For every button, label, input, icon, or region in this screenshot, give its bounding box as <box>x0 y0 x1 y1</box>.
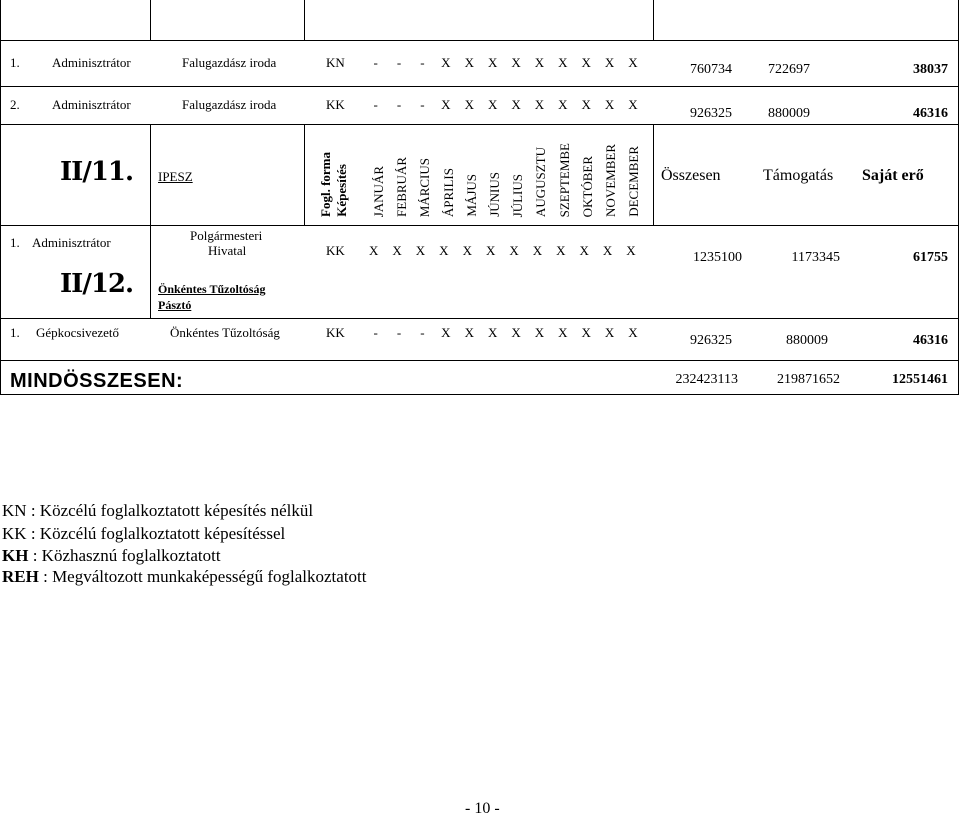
month-mark: X <box>511 97 521 112</box>
header-support: Támogatás <box>763 167 834 184</box>
header-month: MÁRCIUS <box>417 157 433 217</box>
month-mark: X <box>558 55 568 70</box>
column-divider <box>304 124 305 225</box>
column-divider <box>0 0 1 395</box>
total-cell: 760734 <box>690 62 732 77</box>
organization-name-line2: Pásztó <box>158 298 192 312</box>
month-mark: X <box>602 243 613 258</box>
month-mark: X <box>534 55 545 70</box>
month-mark: X <box>487 55 498 70</box>
month-marks <box>364 326 645 339</box>
own-cell: 46316 <box>913 333 948 348</box>
month-mark: X <box>558 325 568 340</box>
header-month: JÚLIUS <box>510 173 526 217</box>
month-mark: X <box>369 243 379 258</box>
employment-type-cell: KK <box>326 325 345 340</box>
header-month: NOVEMBER <box>603 144 618 217</box>
month-mark: X <box>464 55 474 70</box>
support-cell: 722697 <box>768 62 810 77</box>
location-line2: Hivatal <box>208 243 247 258</box>
grand-total-support: 219871652 <box>777 372 840 387</box>
section-number: II/11. <box>60 157 134 187</box>
legend-code: KN <box>2 501 27 520</box>
month-mark: X <box>532 243 543 258</box>
row-divider <box>0 394 959 395</box>
support-cell: 1173345 <box>791 250 840 265</box>
month-mark: X <box>628 97 638 112</box>
grand-total-label: MINDÖSSZESEN: <box>10 370 184 392</box>
month-mark: X <box>487 325 498 340</box>
month-mark: - <box>420 55 425 70</box>
row-number: 1. <box>10 325 20 340</box>
own-cell: 61755 <box>913 250 948 265</box>
row-number: 1. <box>10 55 20 70</box>
month-mark: - <box>373 55 378 70</box>
header-month: JÚNIUS <box>487 172 502 217</box>
page-number: - 10 - <box>465 800 500 817</box>
header-total: Összesen <box>661 167 721 184</box>
employment-type-cell: KN <box>326 55 345 70</box>
month-mark: X <box>579 243 589 258</box>
header-month: OKTÓBER <box>579 155 595 217</box>
total-cell: 926325 <box>690 106 732 121</box>
column-divider <box>304 0 305 40</box>
row-divider <box>0 124 959 125</box>
location-cell: Falugazdász iroda <box>182 97 277 112</box>
grand-total-total: 232423113 <box>675 372 738 387</box>
row-divider <box>0 360 959 361</box>
position-cell: Adminisztrátor <box>52 97 131 112</box>
month-mark: X <box>556 243 566 258</box>
section-number: II/12. <box>60 269 134 299</box>
month-mark: - <box>396 325 402 340</box>
month-mark: - <box>373 325 378 340</box>
month-mark: X <box>392 243 402 258</box>
legend-text: : Megváltozott munkaképességű foglalkoztatott <box>38 567 367 586</box>
position-cell: Adminisztrátor <box>32 235 111 250</box>
month-mark: X <box>441 55 451 70</box>
month-mark: X <box>441 97 451 112</box>
month-mark: X <box>604 97 615 112</box>
month-mark: X <box>511 325 521 340</box>
month-mark: X <box>534 325 545 340</box>
own-cell: 38037 <box>913 62 948 77</box>
month-marks <box>362 244 643 257</box>
month-mark: - <box>396 55 402 70</box>
legend-text: : Közcélú foglalkoztatott képesítés nélkül <box>26 501 314 520</box>
employment-type-cell: KK <box>326 243 345 258</box>
position-cell: Adminisztrátor <box>52 55 131 70</box>
legend-item <box>2 568 366 585</box>
support-cell: 880009 <box>786 333 828 348</box>
own-cell: 46316 <box>913 106 948 121</box>
header-month: SZEPTEMBE <box>556 142 572 217</box>
month-mark: X <box>415 243 426 258</box>
organization-name: IPESZ <box>158 169 193 184</box>
column-divider <box>150 0 151 40</box>
month-mark: X <box>604 55 615 70</box>
legend-item <box>2 525 285 542</box>
header-month: ÁPRILIS <box>440 167 456 217</box>
location-cell: Önkéntes Tűzoltóság <box>170 325 280 340</box>
month-mark: X <box>626 243 636 258</box>
row-number: 1. <box>10 235 20 250</box>
header-month: JANUÁR <box>371 165 386 217</box>
header-month: DECEMBER <box>626 146 642 217</box>
month-mark: X <box>511 55 521 70</box>
row-divider <box>0 40 959 41</box>
month-marks <box>364 56 645 69</box>
header-months <box>372 133 662 217</box>
column-divider <box>150 124 151 318</box>
legend-code: KH <box>2 546 29 565</box>
legend-code: REH <box>2 567 39 586</box>
row-divider <box>0 225 959 226</box>
location-line1: Polgármesteri <box>190 228 263 243</box>
row-divider <box>0 86 959 87</box>
total-cell: 1235100 <box>693 250 742 265</box>
month-mark: - <box>420 97 425 112</box>
row-number: 2. <box>10 97 20 112</box>
month-mark: X <box>581 97 591 112</box>
month-mark: - <box>420 325 425 340</box>
month-mark: X <box>441 325 451 340</box>
legend-text: : Közcélú foglalkoztatott képesítéssel <box>26 524 286 543</box>
month-mark: X <box>628 325 638 340</box>
month-mark: X <box>534 97 545 112</box>
legend-item <box>2 547 221 564</box>
header-month: FEBRUÁR <box>394 157 410 217</box>
employment-type-cell: KK <box>326 97 345 112</box>
header-month: AUGUSZTU <box>533 146 549 217</box>
month-mark: X <box>509 243 519 258</box>
month-mark: X <box>604 325 615 340</box>
location-cell: Falugazdász iroda <box>182 55 277 70</box>
month-mark: X <box>439 243 449 258</box>
header-employment-type <box>315 133 351 217</box>
grand-total-own: 12551461 <box>892 372 948 387</box>
legend-text: : Közhasznú foglalkoztatott <box>28 546 221 565</box>
month-marks <box>364 98 645 111</box>
header-month: MÁJUS <box>463 174 479 217</box>
month-mark: X <box>581 325 591 340</box>
month-mark: X <box>487 97 498 112</box>
legend-item <box>2 502 313 519</box>
support-cell: 880009 <box>768 106 810 121</box>
month-mark: X <box>558 97 568 112</box>
column-divider <box>653 0 654 40</box>
month-mark: X <box>464 325 474 340</box>
legend-code: KK <box>2 524 27 543</box>
header-type-line2: Képesítés <box>334 164 349 217</box>
row-divider <box>0 318 959 319</box>
month-mark: - <box>396 97 402 112</box>
organization-name-line1: Önkéntes Tűzoltóság <box>158 282 266 296</box>
month-mark: - <box>373 97 378 112</box>
header-own: Saját erő <box>862 167 924 184</box>
header-type-line1: Fogl. forma <box>318 152 333 217</box>
total-cell: 926325 <box>690 333 732 348</box>
month-mark: X <box>464 97 474 112</box>
month-mark: X <box>462 243 472 258</box>
position-cell: Gépkocsivezető <box>36 325 120 340</box>
month-mark: X <box>628 55 638 70</box>
month-mark: X <box>485 243 496 258</box>
month-mark: X <box>581 55 591 70</box>
